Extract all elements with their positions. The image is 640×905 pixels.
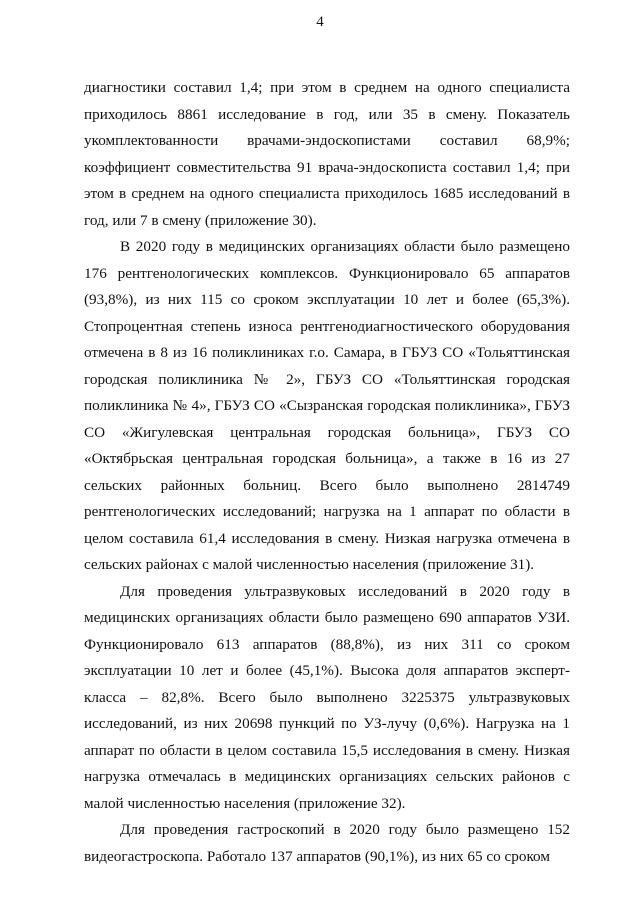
page-number: 4 [316,14,324,30]
paragraph-endoscopy-continuation: диагностики составил 1,4; при этом в среднем на одного специалиста приходилось 8861 исследование в год, или 35 в смену. Показатель укомплектованности врачами-эндоскопистами составил 68,9%; коэффициент совместительства 91 врача-эндоскописта составил 1,4; при этом в среднем на одного специалиста приходилось 1685 исследований в год, или 7 в смену (приложение 30). [84,79,570,229]
paragraph-radiology: В 2020 году в медицинских организациях области было размещено 176 рентгенологических комплексов. Функционировало 65 аппаратов (93,8%), из них 115 со сроком эксплуатации 10 лет и более (65,3%). Стопроцентная степень износа рентгенодиагностического оборудования отмечена в 8 из 16 поликлиниках г.о. Самара, в ГБУЗ СО «Тольяттинская городская поликлиника № 2», ГБУЗ СО «Тольяттинская городская поликлиника № 4», ГБУЗ СО «Сызранская городская поликлиника», ГБУЗ СО «Жигулевская центральная городская больница», ГБУЗ СО «Октябрьская центральная городская больница», а также в 16 из 27 сельских районных больниц. Всего было выполнено 2814749 рентгенологических исследований; нагрузка на 1 аппарат по области в целом составила 61,4 исследования в смену. Низкая нагрузка отмечена в сельских районах с малой численностью населения (приложение 31). [84,238,570,573]
paragraph-gastroscopy: Для проведения гастроскопий в 2020 году было размещено 152 видеогастроскопа. Работало 137 аппаратов (90,1%), из них 65 со сроком [84,821,570,865]
document-body [84,75,570,870]
paragraph-ultrasound: Для проведения ультразвуковых исследований в 2020 году в медицинских организациях области было размещено 690 аппаратов УЗИ. Функционировало 613 аппаратов (88,8%), из них 311 со сроком эксплуатации 10 лет и более (45,1%). Высока доля аппаратов эксперт-класса – 82,8%. Всего было выполнено 3225375 ультразвуковых исследований, из них 20698 пункций по УЗ-лучу (0,6%). Нагрузка на 1 аппарат по области в целом составила 15,5 исследования в смену. Низкая нагрузка отмечалась в медицинских организациях сельских районов с малой численностью населения (приложение 32). [84,582,570,812]
